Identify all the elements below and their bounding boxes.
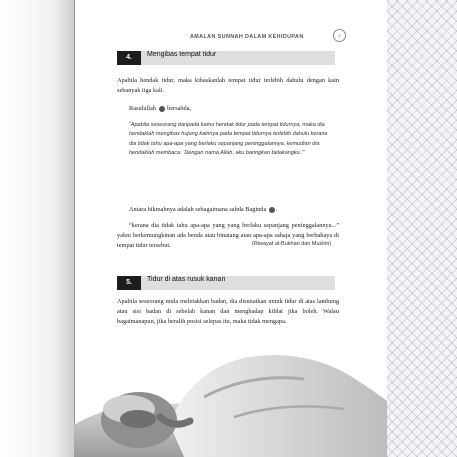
bersabda-text: bersabda, [167,105,192,112]
right-decorative-pattern [387,0,457,457]
salawat-icon [159,106,165,112]
section-title: Tidur di atas rusuk kanan [147,276,226,283]
left-page-shadow [0,0,74,457]
section-number: 4. [117,51,141,65]
section-5-heading [117,276,335,290]
sleeping-man-photo [74,305,387,457]
section-4-heading [117,51,335,65]
paragraph-text: Antara hikmahnya adalah sebagaimana sabda Baginda [129,206,267,213]
paragraph: Antara hikmahnya adalah sebagaimana sabda Baginda . [129,206,278,213]
section-title: Mengibas tempat tidur [147,51,217,58]
section-number: 5. [117,276,141,290]
rasulullah-text: Rasulullah [129,105,156,112]
rasulullah-line [129,104,329,114]
hadith-quote: “Apabila seseorang daripada kamu hendak tidur pada tempat tidurnya, maka dia hendaklah mengibas hujung kainnya pada tempat tidurnya terlebih dahulu kerana dia tidak tahu apa-apa yang berlaku sepanjang peninggalannya, kemudian dia hendaklah membaca: ‘Dengan nama Allah, aku baringkan belakangku.’” [129,122,328,156]
paragraph: Apabila hendak tidur, maka kibaskanlah tempat tidur terlebih dahulu dengan kain sebanyak tiga kali. [117,77,339,95]
running-header: AMALAN SUNNAH DALAM KEHIDUPAN [190,34,304,40]
paragraph: Apabila seseorang mula meletakkan badan, dia disunatkan untuk tidur di atas lambung atau sisi badan di sebelah kanan dan menghadap kiblat jika boleh. Walau bagaimanapun, jika beralih posisi selepas itu, maka tidak mengapa. [117,298,339,326]
paragraph: “kerana dia tidak tahu apa-apa yang yang berlaku sepanjang peninggalannya...” yakni berkemungkinan ada benda atau binatang atau apa-apa sahaja yang berbahaya di tempat tidur tersebut. [117,222,339,250]
hadith-reference: (Riwayat al-Bukhari dan Muslim) [252,241,332,247]
salawat-icon [269,207,275,213]
ornament-icon: ۞ [333,29,346,42]
